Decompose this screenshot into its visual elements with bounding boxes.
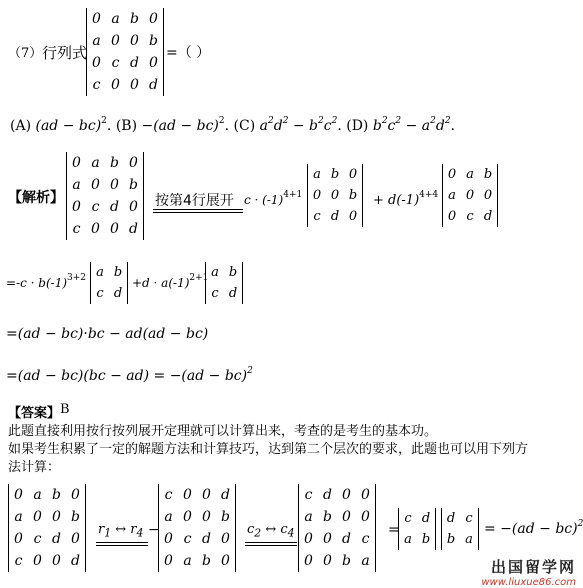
alt-m2-cell: 0 [183,487,192,503]
alt-matrix-1 [8,484,86,572]
minor1-cell: 0 [312,188,322,203]
row-swap-op: $r_1$ ↔ $r_4$ [98,522,144,540]
row-swap-line-2 [96,545,148,546]
block1-cell: b [421,532,431,547]
minor1-matrix [308,164,362,227]
alt-m1-row [9,484,85,506]
minor-2x2-cell: c [211,286,219,301]
expand-rule-line-2 [153,212,243,213]
question-number: （7） [8,46,43,61]
line4-expression: =(ad − bc)(bc − ad) = −(ad − bc)$^2$ [6,366,253,384]
watermark-url: www.liuxue86.com [481,577,576,588]
question-matrix [87,8,163,96]
question-matrix-cell: b [130,11,139,27]
block2-row [442,529,478,550]
block2-cell: c [465,511,473,526]
line2-minor1 [90,262,128,304]
minor-2x2-cell: b [113,265,123,280]
block-det-2 [441,508,479,550]
col-swap-op: $c_2$ ↔ $c_4$ [247,522,295,540]
question-matrix-cell: 0 [111,77,120,93]
minor1-cell: 0 [330,188,340,203]
alt-m1-row [9,550,85,572]
alt-m2-cell: 0 [183,509,192,525]
option-a-expr: (ad − bc) [35,118,102,134]
minor-2x2-row [91,262,127,283]
answer-explanation-2: 如果考生积累了一定的解题方法和计算技巧，达到第二个层次的要求，此题也可以用下列方 [8,442,529,457]
minor2-cell: a [466,167,474,182]
alt-m1-cell: a [33,487,42,503]
alt-m3-row [299,506,375,528]
answer-value: B [60,402,70,417]
question-matrix-cell: d [130,55,139,71]
expand-rule-text: 按第4行展开 [155,193,234,209]
analysis-label: 【解析】 [8,190,64,206]
alt-m1-cell: d [71,553,80,569]
block1-cell: a [404,532,412,547]
analysis-matrix-row [67,218,143,240]
alt-m3-cell: d [342,531,351,547]
minor1-cell: a [313,167,321,182]
analysis-matrix-cell: 0 [72,199,81,215]
alt-m1-cell: c [14,553,23,569]
col-swap-line [245,542,297,543]
line2-term1: $=-c \cdot b(-1)^{3+2}$ [6,273,87,290]
alt-m3-cell: 0 [342,487,351,503]
alt-m1-cell: 0 [33,509,42,525]
question-matrix-cell: c [92,77,101,93]
option-a-label: (A) [10,118,32,134]
minor2-cell: 0 [483,188,493,203]
minor-2x2-cell: a [211,265,219,280]
block-det-1-cells [399,508,435,550]
minor-2x2-cell: d [228,286,238,301]
alt-m2-cell: d [202,531,211,547]
alt-m3-cell: b [323,509,332,525]
analysis-matrix-cell: d [129,221,138,237]
analysis-matrix-cell: a [91,155,100,171]
minor2-determinant [442,164,498,227]
alt-m1-cell: 0 [52,553,61,569]
minor1-determinant [307,164,363,227]
alt-m1-cell: 0 [14,531,23,547]
minor-2x2-cell: a [96,265,104,280]
answer-label: 【答案】 [8,406,61,421]
alt-m3-cell: a [361,553,370,569]
alt-m2-cell: b [221,509,230,525]
alt-m2-cell: 0 [221,553,230,569]
expand-rule-line [153,209,243,210]
alt-m2-cell: 0 [221,531,230,547]
minor1-cell: d [330,209,340,224]
question-matrix-cell: 0 [149,55,158,71]
minor2-row [443,164,497,185]
alt-m3-cell: a [304,509,313,525]
question-matrix-cell: 0 [130,77,139,93]
minor1-row [308,164,362,185]
alt-m3-row [299,484,375,506]
block-det-1 [398,508,436,550]
alt-m2-cell: 0 [164,553,173,569]
question-title: 行列式 [42,44,88,62]
alt-m1-cell: a [14,509,23,525]
alt-m3-cell: 0 [323,553,332,569]
alt-m1-cell: 0 [71,531,80,547]
question-matrix-cell: 0 [92,55,101,71]
alt-m3-cell: 0 [342,509,351,525]
analysis-matrix-row [67,152,143,174]
alt-m3-cell: d [323,487,332,503]
question-matrix-row [87,8,163,30]
alt-m1-cell: 0 [71,487,80,503]
alt-m3-cell: 0 [304,553,313,569]
minor-2x2-row [91,283,127,304]
minor1-cell: c [313,209,321,224]
minor2-cell: 0 [447,167,457,182]
analysis-matrix-cell: b [129,177,138,193]
alt-m3-row [299,528,375,550]
alt-m1-cell: 0 [52,509,61,525]
analysis-matrix-cell: 0 [110,221,119,237]
alt-m2-row [159,528,235,550]
analysis-matrix-row [67,174,143,196]
alt-m1-cell: d [52,531,61,547]
col-swap-line-2 [245,545,297,546]
minor-2x2-row [206,283,242,304]
analysis-matrix-cell: 0 [72,155,81,171]
question-matrix-cell: c [111,55,120,71]
analysis-matrix-cell: c [91,199,100,215]
block2-row [442,508,478,529]
minor2-cell: a [448,188,456,203]
alt-matrix-3 [298,484,376,572]
option-c-expr: $a^2d^2 - b^2c^2$ [259,116,338,134]
minor2-matrix [443,164,497,227]
alt-matrix-1-cells [9,484,85,572]
alt-m2-cell: a [164,509,173,525]
term2-coefficient: + $d(-1)^{4+4}$ [373,190,439,208]
alt-result: = −(ad − bc)$^2$ [484,519,583,537]
alt-m3-cell: 0 [304,531,313,547]
alt-m3-row [299,550,375,572]
alt-m2-cell: c [164,487,173,503]
alt-m2-cell: c [183,531,192,547]
alt-m2-cell: 0 [202,487,211,503]
analysis-matrix-cell: 0 [110,177,119,193]
alt-m2-row [159,506,235,528]
equals-sign: = [388,522,400,538]
alt-matrix-2-cells [159,484,235,572]
line2-minor1-matrix [91,262,127,304]
analysis-matrix-cell: 0 [129,155,138,171]
alt-m3-cell: 0 [361,509,370,525]
alt-m3-cell: 0 [361,487,370,503]
alt-m3-cell: c [304,487,313,503]
alt-m3-cell: 0 [323,531,332,547]
question-matrix-row [87,74,163,96]
minor2-cell: 0 [447,209,457,224]
alt-m1-cell: 0 [14,487,23,503]
watermark-name: 出国留学网 [490,558,576,576]
block2-cell: b [446,532,456,547]
line2-minor2-matrix [206,262,242,304]
analysis-determinant [66,152,144,240]
alt-m2-cell: 0 [164,531,173,547]
minor2-row [443,185,497,206]
analysis-matrix-row [67,196,143,218]
alt-m2-row [159,484,235,506]
block1-cell: d [421,511,431,526]
analysis-matrix-cell: 0 [91,221,100,237]
alt-m2-cell: a [183,553,192,569]
question-matrix-cell: a [92,33,101,49]
alt-m1-cell: c [33,531,42,547]
option-b-expr: −(ad − bc) [141,118,219,134]
options-line: (A) (ad − bc)$^2$. (B) −(ad − bc)$^2$. (C) $a^2d^2 - b^2c^2$. (D) $b^2c^2 - a^2d^2$. [10,116,455,134]
line3-expression: =(ad − bc)·bc − ad(ad − bc) [6,326,209,342]
alt-m2-cell: 0 [202,509,211,525]
minor2-cell: d [483,209,493,224]
analysis-matrix [67,152,143,240]
question-matrix-cell: 0 [149,11,158,27]
alt-m1-cell: 0 [33,553,42,569]
question-matrix-row [87,52,163,74]
analysis-matrix-cell: 0 [129,199,138,215]
alt-m1-row [9,528,85,550]
block2-cell: a [465,532,473,547]
question-matrix-cell: 0 [111,33,120,49]
minor2-row [443,206,497,227]
alt-matrix-3-cells [299,484,375,572]
option-d-expr: $b^2c^2 - a^2d^2$ [372,116,451,134]
option-c-label: (C) [233,118,256,134]
analysis-matrix-cell: c [72,221,81,237]
site-watermark [476,556,576,588]
question-matrix-cell: a [111,11,120,27]
analysis-matrix-cell: d [110,199,119,215]
row-swap-line [96,542,148,543]
minor1-cell: 0 [348,167,358,182]
minor2-cell: 0 [465,188,475,203]
alt-m3-cell: c [361,531,370,547]
analysis-matrix-cell: b [110,155,119,171]
minor1-row [308,206,362,227]
alt-m2-row [159,550,235,572]
alt-m3-cell: b [342,553,351,569]
alt-m1-cell: b [71,509,80,525]
answer-explanation-1: 此题直接利用按行按列展开定理就可以计算出来，考查的是考生的基本功。 [8,424,438,439]
question-matrix-cell: 0 [130,33,139,49]
alt-m1-cell: b [52,487,61,503]
minor1-cell: 0 [348,209,358,224]
option-d-label: (D) [346,118,369,134]
minor-2x2-cell: b [228,265,238,280]
block1-cell: c [404,511,412,526]
block2-cell: d [446,511,456,526]
minor1-cell: b [348,188,358,203]
alt-m2-cell: b [202,553,211,569]
answer-blank: =（ ） [166,45,211,61]
question-matrix-row [87,30,163,52]
block1-row [399,508,435,529]
question-matrix-cell: b [149,33,158,49]
minor2-cell: c [466,209,474,224]
minor2-cell: b [483,167,493,182]
analysis-matrix-cell: a [72,177,81,193]
minor-2x2-cell: d [113,286,123,301]
question-matrix-cell: 0 [92,11,101,27]
alt-m1-row [9,506,85,528]
line2-minor2 [205,262,243,304]
block-det-2-cells [442,508,478,550]
block1-row [399,529,435,550]
answer-explanation-3: 法计算： [8,460,61,475]
minor1-cell: b [330,167,340,182]
alt-matrix-2 [158,484,236,572]
minus-sign: − [148,522,160,538]
term1-coefficient: $c \cdot (-1)^{4+1}$ [244,190,303,207]
minor1-row [308,185,362,206]
option-b-label: (B) [115,118,138,134]
minor-2x2-cell: c [96,286,104,301]
alt-m2-cell: d [221,487,230,503]
analysis-matrix-cell: 0 [91,177,100,193]
question-determinant [86,8,164,96]
line2-term2: $+d \cdot a(-1)^{2+1}$ [132,273,209,290]
minor-2x2-row [206,262,242,283]
question-matrix-cell: d [149,77,158,93]
